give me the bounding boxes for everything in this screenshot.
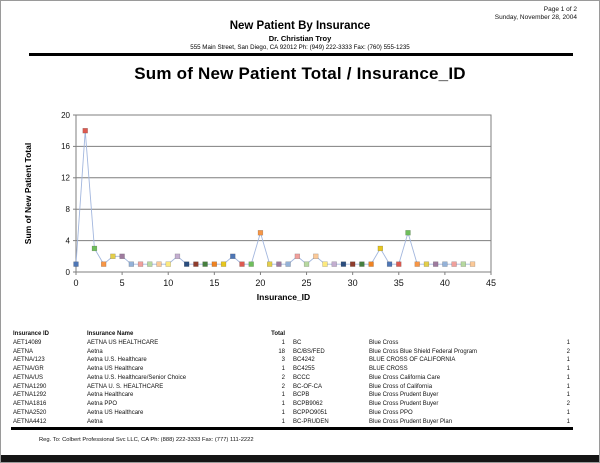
data-point-marker	[101, 262, 106, 267]
data-point-marker	[304, 262, 309, 267]
cell-total: 1	[566, 418, 570, 425]
cell-insurance-id: BC/BS/FED	[293, 348, 325, 355]
x-tick-label: 20	[255, 278, 266, 288]
y-axis-title: Sum of New Patient Total	[23, 142, 33, 245]
cell-insurance-name: Aetna U.S. Healthcare	[87, 357, 147, 364]
cell-total: 3	[281, 357, 285, 364]
data-point-marker	[230, 254, 235, 259]
chart-title: Sum of New Patient Total / Insurance_ID	[134, 64, 466, 83]
table-bottom-rule	[11, 427, 573, 430]
table-row	[293, 409, 570, 418]
cell-insurance-name: Blue Cross of California	[369, 383, 433, 390]
cell-insurance-name: Aetna Healthcare	[87, 392, 134, 399]
data-point-marker	[120, 254, 125, 259]
data-point-marker	[267, 262, 272, 267]
cell-insurance-name: Blue Cross Prudent Buyer Plan	[369, 418, 453, 425]
table-row	[293, 365, 570, 374]
data-point-marker	[258, 230, 263, 235]
data-point-marker	[378, 246, 383, 251]
cell-total: 1	[281, 418, 285, 425]
cell-total: 1	[566, 339, 570, 346]
data-point-marker	[369, 262, 374, 267]
x-tick-label: 10	[163, 278, 174, 288]
data-point-marker	[276, 262, 281, 267]
cell-insurance-name: Aetna	[87, 418, 103, 425]
data-point-marker	[406, 230, 411, 235]
table-row	[13, 365, 285, 374]
x-tick-label: 35	[393, 278, 404, 288]
data-point-marker	[157, 262, 162, 267]
cell-insurance-id: BCCC	[293, 374, 311, 381]
table-row	[13, 409, 285, 418]
data-point-marker	[424, 262, 429, 267]
table-row	[293, 339, 570, 348]
data-point-marker	[166, 262, 171, 267]
table-row	[293, 400, 570, 409]
cell-insurance-name: Blue Cross Blue Shield Federal Program	[369, 348, 478, 355]
data-point-marker	[83, 128, 88, 133]
report-title: New Patient By Insurance	[229, 20, 371, 32]
cell-insurance-name: Blue Cross California Care	[369, 374, 441, 381]
data-point-marker	[396, 262, 401, 267]
x-tick-label: 40	[439, 278, 450, 288]
table-header-spacer	[293, 330, 570, 339]
cell-total: 1	[566, 409, 570, 416]
cell-insurance-id: AETNA1292	[13, 392, 47, 399]
cell-insurance-id: BC-PRUDEN	[293, 418, 329, 425]
x-tick-label: 25	[301, 278, 312, 288]
data-point-marker	[203, 262, 208, 267]
series-line	[76, 131, 473, 264]
cell-total: 1	[281, 409, 285, 416]
data-point-marker	[470, 262, 475, 267]
cell-total: 18	[278, 348, 285, 355]
cell-insurance-id: AETNA/US	[13, 374, 44, 381]
table-row	[293, 356, 570, 365]
y-tick-label: 16	[61, 142, 70, 152]
x-tick-label: 15	[209, 278, 220, 288]
line-chart	[1, 93, 600, 308]
data-point-marker	[350, 262, 355, 267]
cell-insurance-name: AETNA US HEALTHCARE	[87, 339, 159, 346]
cell-total: 1	[281, 401, 285, 407]
data-point-marker	[175, 254, 180, 259]
report-date: Sunday, November 28, 2004	[494, 14, 577, 21]
cell-total: 2	[566, 348, 570, 355]
table-row	[13, 418, 285, 427]
table-row	[293, 348, 570, 357]
registration-footer: Reg. To: Colbert Professional Svc LLC, CA Ph: (888) 222-3333 Fax: (777) 111-2222	[39, 437, 254, 443]
data-point-marker	[193, 262, 198, 267]
table-body-left	[13, 339, 285, 427]
col-header-insurance-id: Insurance ID	[13, 331, 50, 337]
data-point-marker	[212, 262, 217, 267]
data-point-marker	[341, 262, 346, 267]
data-point-marker	[415, 262, 420, 267]
table-row	[13, 400, 285, 409]
data-point-marker	[184, 262, 189, 267]
cell-insurance-name: Blue Cross Prudent Buyer	[369, 401, 439, 407]
data-point-marker	[110, 254, 115, 259]
cell-total: 1	[281, 392, 285, 399]
table-row	[293, 383, 570, 392]
table-row	[13, 356, 285, 365]
x-tick-label: 0	[73, 278, 79, 288]
table-row	[13, 348, 285, 357]
y-tick-label: 20	[61, 110, 70, 120]
table-header-row	[13, 330, 285, 339]
data-point-marker	[452, 262, 457, 267]
cell-insurance-id: AET14089	[13, 339, 42, 346]
cell-insurance-name: Aetna	[87, 348, 103, 355]
cell-insurance-id: AETNA4412	[13, 418, 47, 425]
data-point-marker	[147, 262, 152, 267]
table-row	[13, 391, 285, 400]
col-header-total: Total	[271, 331, 285, 337]
cell-total: 2	[281, 383, 285, 390]
table-row	[293, 391, 570, 400]
x-tick-label: 5	[119, 278, 125, 288]
data-point-marker	[240, 262, 245, 267]
cell-total: 2	[566, 401, 570, 407]
insurance-table-left	[13, 330, 285, 426]
y-tick-label: 0	[65, 267, 70, 277]
cell-insurance-name: Blue Cross Prudent Buyer	[369, 392, 439, 399]
practice-address: 555 Main Street, San Diego, CA 92012 Ph: (949) 222-3333 Fax: (760) 555-1235	[190, 44, 410, 51]
cell-insurance-id: AETNA1816	[13, 401, 47, 407]
bottom-bar	[1, 455, 600, 462]
practice-name: Dr. Christian Troy	[268, 34, 332, 43]
cell-total: 1	[566, 392, 570, 399]
cell-insurance-name: Aetna U.S. Healthcare/Senior Choice	[87, 374, 187, 381]
cell-insurance-name: BLUE CROSS	[369, 366, 408, 372]
cell-insurance-id: AETNA/GR	[13, 366, 44, 372]
cell-insurance-id: BCPB9062	[293, 401, 323, 407]
table-row	[13, 374, 285, 383]
cell-total: 1	[281, 366, 285, 372]
data-point-marker	[387, 262, 392, 267]
data-point-marker	[92, 246, 97, 251]
cell-insurance-id: BC4242	[293, 357, 315, 364]
y-tick-label: 12	[61, 173, 70, 183]
data-point-marker	[74, 262, 79, 267]
cell-insurance-id: AETNA	[13, 348, 34, 355]
data-point-marker	[442, 262, 447, 267]
data-point-marker	[138, 262, 143, 267]
table-row	[13, 339, 285, 348]
cell-insurance-id: BC	[293, 339, 302, 346]
table-row	[13, 383, 285, 392]
header-rule	[29, 53, 573, 56]
cell-insurance-name: AETNA U. S. HEALTHCARE	[87, 383, 164, 390]
cell-total: 1	[566, 374, 570, 381]
cell-insurance-id: BC-OF-CA	[293, 383, 322, 390]
data-point-marker	[221, 262, 226, 267]
y-tick-label: 4	[65, 236, 70, 246]
cell-insurance-id: BC4255	[293, 366, 315, 372]
cell-insurance-name: Blue Cross	[369, 339, 399, 346]
page-number: Page 1 of 2	[543, 6, 577, 13]
data-point-marker	[313, 254, 318, 259]
table-row	[293, 374, 570, 383]
table-row	[293, 418, 570, 427]
cell-total: 2	[281, 374, 285, 381]
insurance-table-right	[293, 330, 570, 426]
cell-total: 1	[281, 339, 285, 346]
plot-border	[76, 115, 491, 272]
cell-insurance-id: AETNA1290	[13, 383, 47, 390]
data-point-marker	[295, 254, 300, 259]
cell-total: 1	[566, 383, 570, 390]
y-tick-label: 8	[65, 205, 70, 214]
x-tick-label: 45	[485, 278, 497, 288]
cell-insurance-id: AETNA2520	[13, 409, 47, 416]
data-point-marker	[359, 262, 364, 267]
data-point-marker	[433, 262, 438, 267]
data-point-marker	[286, 262, 291, 267]
cell-total: 1	[566, 357, 570, 364]
col-header-insurance-name: Insurance Name	[87, 331, 134, 337]
cell-insurance-id: BCPB	[293, 392, 310, 399]
data-point-marker	[323, 262, 328, 267]
cell-insurance-name: Aetna PPO	[87, 401, 118, 407]
x-tick-label: 30	[347, 278, 358, 288]
cell-insurance-name: Aetna US Healthcare	[87, 409, 144, 416]
data-point-marker	[461, 262, 466, 267]
data-point-marker	[129, 262, 134, 267]
table-body-right	[293, 339, 570, 427]
cell-insurance-id: AETNA/123	[13, 357, 45, 364]
data-point-marker	[249, 262, 254, 267]
cell-insurance-name: Aetna US Healthcare	[87, 366, 144, 372]
data-point-marker	[332, 262, 337, 267]
x-axis-title: Insurance_ID	[256, 292, 311, 302]
cell-insurance-id: BCPPO9051	[293, 409, 328, 416]
cell-insurance-name: BLUE CROSS OF CALIFORNIA	[369, 357, 456, 364]
cell-total: 1	[566, 366, 570, 372]
cell-insurance-name: Blue Cross PPO	[369, 409, 413, 416]
